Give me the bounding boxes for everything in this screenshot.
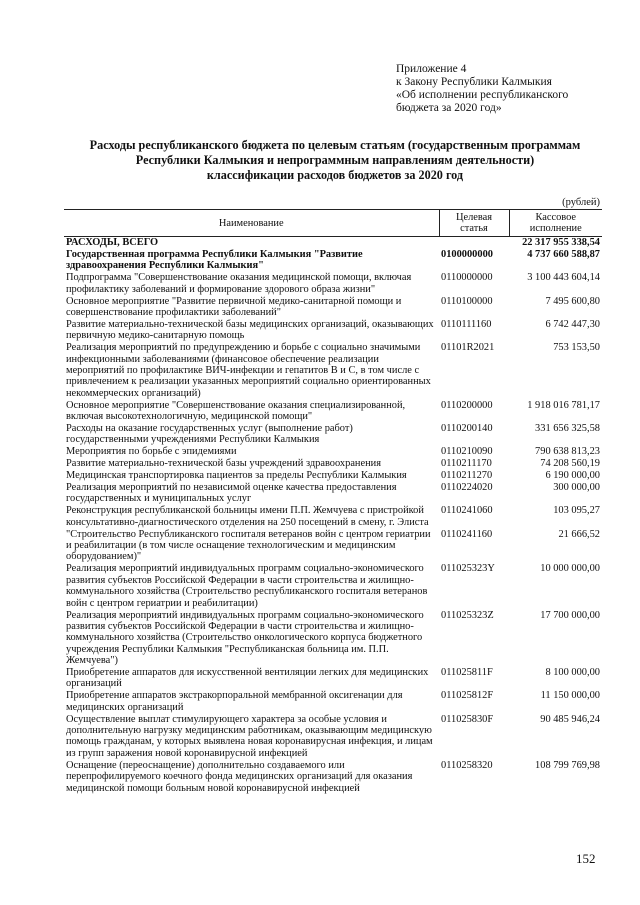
row-amount: 1 918 016 781,17 — [527, 399, 600, 411]
table-row — [64, 667, 602, 690]
annex-heading — [396, 63, 616, 115]
row-amount: 6 742 447,30 — [545, 318, 600, 330]
row-amount: 17 700 000,00 — [540, 609, 600, 621]
row-code: 0110211270 — [441, 470, 493, 482]
row-name: Развитие материально-технической базы учреждений здравоохранения — [66, 458, 382, 470]
table-row — [64, 482, 602, 505]
table-row — [64, 319, 602, 342]
row-code: 011025323Y — [441, 563, 495, 575]
row-name: Государственная программа Республики Калмыкия "Развитие здравоохранения Республики Калмыкия" — [66, 248, 363, 272]
table-row — [64, 272, 602, 295]
table-row — [64, 296, 602, 319]
header-amount-line2: исполнение — [529, 223, 582, 234]
row-code: 0110241160 — [441, 528, 493, 540]
table-row — [64, 249, 602, 272]
row-amount: 331 656 325,58 — [535, 423, 600, 434]
header-code-line2: статья — [460, 223, 488, 234]
row-code: 0110224020 — [441, 482, 493, 494]
table-row — [64, 400, 602, 423]
table-header-row — [64, 210, 602, 237]
row-amount: 108 799 769,98 — [535, 759, 600, 771]
title-line: Расходы республиканского бюджета по целевым статьям (государственным программам — [89, 138, 581, 152]
table-row — [64, 529, 602, 564]
row-amount: 74 208 560,19 — [540, 458, 600, 470]
table-row — [64, 760, 602, 795]
annex-line: Приложение 4 — [396, 63, 467, 75]
row-amount: 3 100 443 604,14 — [527, 272, 600, 284]
table-row — [64, 446, 602, 458]
row-name: Приобретение аппаратов экстракорпоральной мембранной оксигенации для медицинских организаций — [66, 690, 403, 713]
row-code: 0110241060 — [441, 505, 493, 517]
row-name: Мероприятия по борьбе с эпидемиями — [66, 446, 237, 458]
row-name: Медицинская транспортировка пациентов за пределы Республики Калмыкия — [66, 470, 407, 482]
row-code: 01101R2021 — [441, 342, 495, 354]
row-code: 0100000000 — [441, 248, 493, 260]
title-line: Республики Калмыкия и непрограммным направлениям деятельности) — [135, 153, 535, 167]
table-row — [64, 714, 602, 760]
row-name: Оснащение (переоснащение) дополнительно создаваемого или перепрофилируемого коечного фонда медицинских организаций для оказания медицинской помощи больным новой коронавирусной инфекцией — [66, 759, 413, 794]
row-code: 011025830F — [441, 713, 494, 725]
row-name: Расходы на оказание государственных услуг (выполнение работ) государственными учреждениями Республики Калмыкия — [66, 423, 353, 446]
row-code: 011025812F — [441, 690, 494, 702]
table-row — [64, 423, 602, 446]
row-name: РАСХОДЫ, ВСЕГО — [66, 237, 159, 248]
row-code: 011025811F — [441, 667, 493, 679]
row-amount: 8 100 000,00 — [545, 667, 600, 679]
row-amount: 7 495 600,80 — [545, 295, 600, 307]
row-name: Реализация мероприятий индивидуальных программ социально-экономического развития субъектов Российской Федерации в части строительства и жилищно-коммунального хозяйства (Строительство республиканского госпиталя ветеранов войн с центром гериатрии и реабилитации) — [66, 563, 428, 609]
header-name: Наименование — [64, 210, 439, 237]
row-amount: 790 638 813,23 — [535, 446, 600, 458]
row-name: Основное мероприятие "Развитие первичной медико-санитарной помощи и совершенствование профилактики заболеваний" — [66, 295, 402, 318]
header-amount-line1: Кассовое — [535, 212, 577, 223]
row-name: Развитие материально-технической базы медицинских организаций, оказывающих первичную медико-санитарную помощь — [66, 318, 434, 342]
row-name: Реализация мероприятий по независимой оценке качества предоставления государственных и муниципальных услуг — [66, 482, 397, 505]
row-name: Подпрограмма "Совершенствование оказания медицинской помощи, включая профилактику заболеваний и формирование здорового образа жизни" — [66, 272, 412, 295]
annex-line: бюджета за 2020 год» — [396, 102, 502, 114]
row-amount: 300 000,00 — [553, 482, 600, 494]
table-row — [64, 690, 602, 713]
header-code — [439, 210, 509, 237]
annex-line: к Закону Республики Калмыкия — [396, 76, 552, 88]
table-row — [64, 342, 602, 400]
row-amount: 22 317 955 338,54 — [509, 237, 602, 249]
row-amount: 11 150 000,00 — [540, 690, 600, 702]
budget-table — [64, 209, 602, 795]
row-amount: 6 190 000,00 — [545, 470, 600, 482]
table-row — [64, 458, 602, 470]
row-amount: 4 737 660 588,87 — [527, 248, 600, 260]
table-row — [64, 610, 602, 668]
table-row — [64, 563, 602, 609]
row-code: 011025323Z — [441, 609, 494, 621]
row-amount: 21 666,52 — [558, 528, 600, 540]
row-amount: 753 153,50 — [553, 342, 600, 354]
page-number: 152 — [576, 851, 596, 866]
title-line: классификации расходов бюджетов за 2020 год — [206, 168, 464, 182]
table-row — [64, 237, 602, 249]
row-name: Реализация мероприятий по предупреждению и борьбе с социально значимыми инфекционными заболеваниями (финансовое обеспечение реализации мероприятий по профилактике ВИЧ-инфекции и гепатитов В и С, в том числе с привлечением к реализации указанных мероприятий социально ориентированных некоммерческих организаций) — [66, 342, 431, 399]
row-name: "Строительство Республиканского госпиталя ветеранов войн с центром гериатрии и реабилитации (в том числе оснащение технологическим и медицинским оборудованием)" — [66, 528, 431, 563]
row-amount: 10 000 000,00 — [540, 563, 600, 575]
row-code: 0110200000 — [441, 399, 493, 411]
row-code: 0110100000 — [441, 295, 493, 307]
table-row — [64, 470, 602, 482]
row-name: Приобретение аппаратов для искусственной вентиляции легких для медицинских организаций — [66, 667, 429, 690]
row-code: 0110200140 — [441, 423, 493, 434]
table-row — [64, 505, 602, 528]
units-label: (рублей) — [562, 197, 600, 208]
row-code: 0110111160 — [441, 318, 492, 330]
row-amount: 103 095,27 — [553, 505, 600, 517]
row-name: Основное мероприятие "Совершенствование оказания специализированной, включая высокотехнологичную, медицинской помощи" — [66, 399, 406, 423]
row-name: Осуществление выплат стимулирующего характера за особые условия и дополнительную нагрузку медицинским работникам, оказывающим медицинскую помощь гражданам, у которых выявлена новая коронавирусная инфекция, и лицам из групп заражения новой коронавирусной инфекцией — [66, 713, 433, 759]
row-code — [439, 237, 509, 249]
header-code-line1: Целевая — [455, 212, 493, 223]
annex-line: «Об исполнении республиканского — [396, 89, 569, 101]
document-title — [56, 138, 614, 183]
row-name: Реализация мероприятий индивидуальных программ социально-экономического развития субъектов Российской Федерации в части строительства и жилищно-коммунального хозяйства (Строительство онкологического корпуса бюджетного учреждения Республики Калмыкия "Республиканская больница им. П.П. Жемчуева") — [66, 609, 424, 667]
row-code: 0110258320 — [441, 759, 493, 771]
row-name: Реконструкция республиканской больницы имени П.П. Жемчуева с пристройкой консультативно-диагностического отделения на 250 посещений в смену, г. Элиста — [66, 505, 429, 528]
row-code: 0110211170 — [441, 458, 492, 470]
row-code: 0110000000 — [441, 272, 493, 284]
header-amount — [509, 210, 602, 237]
row-amount: 90 485 946,24 — [540, 713, 600, 725]
row-code: 0110210090 — [441, 446, 493, 458]
